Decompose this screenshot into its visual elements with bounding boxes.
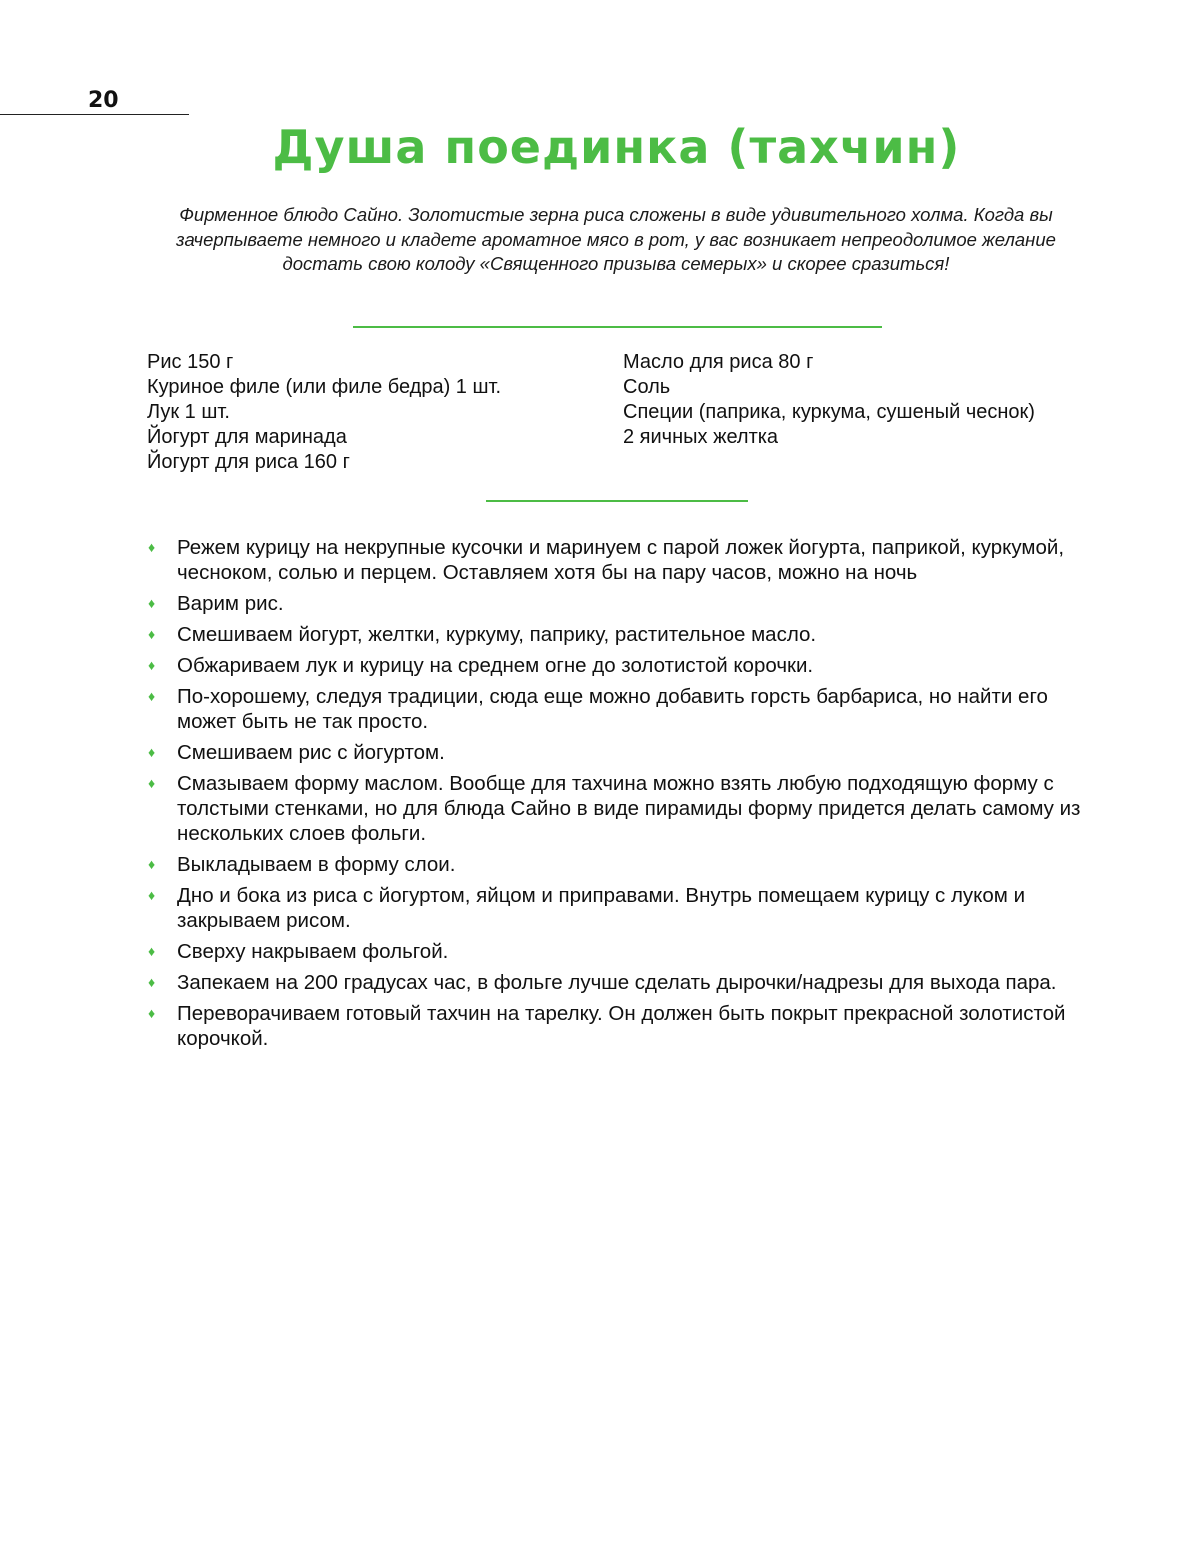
page-number: 20: [88, 88, 119, 113]
step-text: Выкладываем в форму слои.: [177, 853, 456, 876]
step-item: [148, 970, 1088, 995]
page-number-rule: [0, 114, 189, 115]
diamond-bullet-icon: ♦: [148, 887, 156, 903]
ingredient-item: 2 яичных желтка: [623, 426, 779, 448]
step-text: Варим рис.: [177, 592, 284, 615]
step-text: По-хорошему, следуя традиции, сюда еще можно добавить горсть барбариса, но найти его может быть не так просто.: [177, 685, 1048, 733]
step-item: [148, 1001, 1088, 1051]
step-text: Смешиваем йогурт, желтки, куркуму, паприку, растительное масло.: [177, 623, 817, 646]
diamond-bullet-icon: ♦: [148, 974, 156, 990]
step-text: Смазываем форму маслом. Вообще для тахчина можно взять любую подходящую форму с толстыми стенками, но для блюда Сайно в виде пирамиды форму придется делать самому из нескольких слоев фольги.: [177, 772, 1081, 845]
divider-top: [353, 326, 882, 328]
ingredient-item: Специи (паприка, куркума, сушеный чеснок): [623, 401, 1035, 423]
diamond-bullet-icon: ♦: [148, 744, 156, 760]
ingredient-item: Йогурт для маринада: [147, 426, 347, 448]
diamond-bullet-icon: ♦: [148, 775, 156, 791]
diamond-bullet-icon: ♦: [148, 595, 156, 611]
step-item: [148, 684, 1088, 734]
step-text: Переворачиваем готовый тахчин на тарелку. Он должен быть покрыт прекрасной золотистой корочкой.: [177, 1002, 1066, 1050]
step-item: [148, 852, 1088, 877]
step-text: Режем курицу на некрупные кусочки и маринуем с парой ложек йогурта, паприкой, куркумой, чесноком, солью и перцем. Оставляем хотя бы на пару часов, можно на ночь: [177, 536, 1065, 584]
step-text: Дно и бока из риса с йогуртом, яйцом и приправами. Внутрь помещаем курицу с луком и закрываем рисом.: [177, 884, 1026, 932]
diamond-bullet-icon: ♦: [148, 943, 156, 959]
diamond-bullet-icon: ♦: [148, 657, 156, 673]
step-item: [148, 771, 1088, 846]
ingredient-item: Куриное филе (или филе бедра) 1 шт.: [147, 376, 502, 398]
step-item: [148, 535, 1088, 585]
step-text: Запекаем на 200 градусах час, в фольге лучше сделать дырочки/надрезы для выхода пара.: [177, 971, 1057, 994]
recipe-title: Душа поединка (тахчин): [272, 120, 961, 174]
divider-bottom: [486, 500, 748, 502]
ingredient-item: Соль: [623, 376, 671, 398]
step-item: [148, 883, 1088, 933]
ingredient-item: Лук 1 шт.: [147, 401, 230, 423]
ingredient-item: Масло для риса 80 г: [623, 351, 814, 373]
ingredient-item: Рис 150 г: [147, 351, 234, 373]
diamond-bullet-icon: ♦: [148, 688, 156, 704]
step-item: [148, 939, 1088, 964]
step-item: [148, 622, 1088, 647]
step-item: [148, 591, 1088, 616]
diamond-bullet-icon: ♦: [148, 626, 156, 642]
step-text: Смешиваем рис с йогуртом.: [177, 741, 445, 764]
ingredient-item: Йогурт для риса 160 г: [147, 451, 350, 473]
step-text: Сверху накрываем фольгой.: [177, 940, 449, 963]
step-item: [148, 653, 1088, 678]
step-text: Обжариваем лук и курицу на среднем огне до золотистой корочки.: [177, 654, 814, 677]
recipe-intro: Фирменное блюдо Сайно. Золотистые зерна риса сложены в виде удивительного холма. Когда вы зачерпываете немного и кладете ароматное мясо в рот, у вас возникает непреодолимое желание достать свою колоду «Священного призыва семерых» и скорее сразиться!: [176, 204, 1056, 275]
diamond-bullet-icon: ♦: [148, 1005, 156, 1021]
ingredients-right-column: [623, 350, 1035, 450]
step-item: [148, 740, 1088, 765]
steps-list: [148, 535, 1088, 1057]
diamond-bullet-icon: ♦: [148, 856, 156, 872]
diamond-bullet-icon: ♦: [148, 539, 156, 555]
ingredients-left-column: [147, 350, 501, 475]
